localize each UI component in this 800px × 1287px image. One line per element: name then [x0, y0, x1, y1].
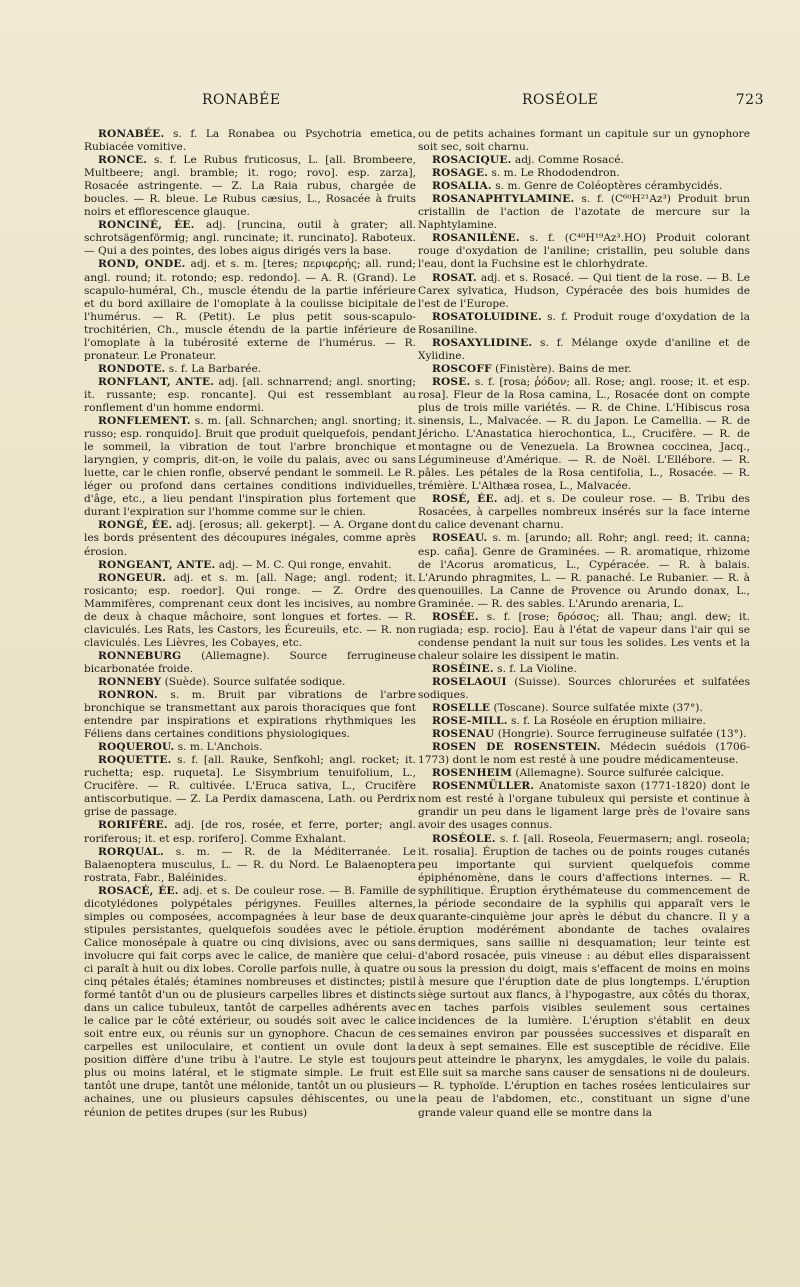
- dictionary-entry: [84, 754, 416, 819]
- entry-headword: ROSELLE: [432, 702, 491, 715]
- entry-text: Médecin suédois (1706-1773) dont le nom est resté à une poudre médicamenteuse.: [418, 741, 750, 767]
- entry-headword: RONNEBY: [98, 675, 162, 688]
- entry-text: adj. et s. m. [teres; περιφερής; all. rund; angl. round; it. rotondo; esp. redondo]. — A. R. (Grand). Le scapulo-huméral, Ch., muscle étendu de la partie inférieure et du bord axillaire de l'omoplate à la coulisse bicipitale de l'humérus. — R. (Petit). Le plus petit sous-scapulo-trochitérien, Ch., muscle étendu de la partie inférieure de l'omoplate à la tubérosité externe de l'humérus. — R. pronateur. Le Pronateur.: [84, 258, 416, 362]
- entry-headword: ROSENHEIM: [432, 767, 513, 780]
- header-right-word: ROSÉOLE: [522, 92, 599, 108]
- entry-text: s. m. — R. de la Méditerranée. Le Balaenoptera musculus, L. — R. du Nord. Le Balaenoptera rostrata, Fabr., Baléinides.: [84, 845, 416, 884]
- entry-headword: RONDOTE.: [98, 362, 166, 375]
- dictionary-entry: [418, 780, 750, 832]
- entry-headword: ROSEN DE ROSENSTEIN.: [432, 741, 601, 754]
- dictionary-entry: [418, 663, 750, 676]
- dictionary-entry: [84, 676, 416, 689]
- entry-headword: RONGÉ, ÉE.: [98, 519, 173, 532]
- page-number: 723: [735, 92, 764, 108]
- dictionary-entry: [418, 676, 750, 702]
- entry-headword: RONRON.: [98, 689, 158, 702]
- dictionary-entry: [84, 572, 416, 650]
- entry-headword: ROSÉOLE.: [432, 832, 496, 845]
- entry-headword: ROSENAU: [432, 728, 495, 741]
- entry-text: s. m. [all. Schnarchen; angl. snorting; it. russo; esp. ronquido]. Bruit que produit quelquefois, pendant le sommeil, la vibration de tout l'arbre bronchique et laryngien, y compris, dit-on, le voile du palais, avec ou sans luette, car le chien ronfle, observé pendant le sommeil. Le R. léger ou profond dans certaines conditions individuelles, d'âge, etc., a lieu pendant l'inspiration plus fortement que durant l'expiration sur l'homme comme sur le chien.: [84, 415, 417, 519]
- dictionary-entry: [418, 741, 750, 767]
- entry-headword: RONCE.: [98, 154, 148, 167]
- right-column: [418, 128, 750, 1120]
- dictionary-entry: [418, 180, 750, 193]
- entry-text: s. f. La Ronabea ou Psychotria emetica, Rubiacée vomitive.: [84, 128, 416, 154]
- dictionary-entry: [418, 611, 750, 663]
- entry-headword: RONNEBURG: [98, 649, 182, 662]
- entry-headword: ROSAXYLIDINE.: [432, 336, 533, 349]
- dictionary-entry: [418, 493, 750, 532]
- entry-headword: ROSÉ, ÉE.: [432, 493, 498, 506]
- entry-text: (Toscane). Source sulfatée mixte (37°).: [493, 702, 703, 715]
- entry-text: adj. [all. schnarrend; angl. snorting; it. russante; esp. roncante]. Qui est ressemblant au ronflement d'un homme endormi.: [84, 375, 416, 414]
- entry-text: adj. [runcina, outil à grater; all. schrotsägenförmig; angl. runcinate; it. runcinato]. Raboteux. — Qui a des pointes, des lobes aigus dirigés vers la base.: [84, 219, 416, 258]
- entry-headword: ROSENMÜLLER.: [432, 780, 535, 793]
- dictionary-entry: [418, 128, 750, 154]
- entry-headword: RONABÉE.: [98, 128, 165, 140]
- entry-headword: RONFLEMENT.: [98, 415, 191, 428]
- entry-text: adj. [erosus; all. gekerpt]. — A. Organe dont les bords présentent des découpures inégales, comme après érosion.: [84, 519, 416, 558]
- entry-text: (Suède). Source sulfatée sodique.: [164, 675, 346, 688]
- entry-headword: ROSEAU.: [432, 532, 488, 545]
- entry-headword: RONGEANT, ANTE.: [98, 558, 216, 571]
- dictionary-entry: [84, 885, 416, 1120]
- entry-headword: ROSACIQUE.: [432, 154, 512, 167]
- entry-headword: ROND, ONDE.: [98, 258, 186, 271]
- entry-text: adj. et s. m. [all. Nage; angl. rodent; it. rosicanto; esp. roedor]. Qui ronge. — Z. Ordre des Mammifères, comprenant ceux dont les incisives, au nombre de deux à chaque mâchoire, sont longues et fortes. — R. claviculés. Les Rats, les Castors, les Écureuils, etc. — R. non claviculés. Les Lièvres, les Cobayes, etc.: [84, 571, 417, 649]
- left-column: [84, 128, 416, 1120]
- dictionary-entry: [418, 767, 750, 780]
- dictionary-entry: [84, 741, 416, 754]
- entry-text: s. f. [rose; δρόσος; all. Thau; angl. dew; it. rugiada; esp. rocio]. Eau à l'état de vapeur dans l'air qui se condense pendant la nuit sur tous les solides. Les vents et la chaleur solaire les dissipent le matin.: [418, 610, 750, 662]
- entry-text: s. f. [all. Rauke, Senfkohl; angl. rocket; it. ruchetta; esp. ruqueta]. Le Sisymbrium tenuifolium, L., Crucifère. — R. cultivée. L'Eruca sativa, L., Crucifère antiscorbutique. — Z. La Perdix damascena, Lath. ou Perdrix grise de passage.: [84, 754, 416, 819]
- dictionary-entry: [418, 532, 750, 610]
- dictionary-entry: [418, 363, 750, 376]
- entry-text: adj. [de ros, rosée, et ferre, porter; angl. roriferous; it. et esp. rorifero]. Comme Exhalant.: [84, 819, 416, 845]
- entry-headword: ROSÉE.: [432, 610, 479, 623]
- entry-text: s. m. [arundo; all. Rohr; angl. reed; it. canna; esp. caña]. Genre de Graminées. — R. aromatique, rhizome de l'Acorus aromaticus, L., Cypéracée. — R. à balais. L'Arundo phragmites, L. — R. panaché. Le Rubanier. — R. à quenouilles. La Canne de Provence ou Arundo donax, L., Graminée. — R. des sables. L'Arundo arenaria, L.: [418, 532, 750, 610]
- entry-headword: ROSE.: [432, 375, 471, 388]
- dictionary-entry: [84, 258, 416, 362]
- dictionary-entry: [418, 702, 750, 715]
- dictionary-entry: [84, 376, 416, 415]
- dictionary-entry: [418, 167, 750, 180]
- dictionary-entry: [418, 337, 750, 363]
- entry-headword: RORIFÈRE.: [98, 819, 168, 832]
- entry-text: adj. et s. De couleur rose. — B. Famille de dicotylédones polypétales périgynes. Feuilles alternes, simples ou composées, accompagnées à leur base de deux stipules persistantes, quelquefois soudées avec le pétiole. Calice monosépale à quatre ou cinq divisions, avec ou sans involucre qui fait corps avec le calice, de manière que celui-ci paraît à huit ou dix lobes. Corolle parfois nulle, à quatre ou cinq pétales étalés; étamines nombreuses et distinctes; pistil formé tantôt d'un ou de plusieurs carpelles libres et distincts dans un calice tubuleux, tantôt de carpelles adhérents avec le calice par le côté extérieur, ou soudés soit avec le calice soit entre eux, ou réunis sur un gynophore. Chacun de ces carpelles est uniloculaire, et contient un ovule dont la position diffère d'une tribu à l'autre. Le style est toujours plus ou moins latéral, et le stigmate simple. Le fruit est tantôt une drupe, tantôt une mélonide, tantôt un ou plusieurs achaines, une ou plusieurs capsules déhiscentes, ou une réunion de petites drupes (sur les Rubus): [84, 884, 417, 1119]
- entry-text: adj. — M. C. Qui ronge, envahit.: [218, 558, 392, 571]
- entry-text: (Allemagne). Source sulfurée calcique.: [515, 767, 724, 780]
- dictionary-entry: [418, 715, 750, 728]
- entry-text: (Allemagne). Source ferrugineuse bicarbonatée froide.: [84, 649, 416, 675]
- dictionary-entry: [418, 376, 750, 493]
- dictionary-entry: [84, 219, 416, 258]
- entry-headword: ROSANILÈNE.: [432, 232, 520, 245]
- entry-text: Anatomiste saxon (1771-1820) dont le nom est resté à l'organe tubuleux qui persiste et continue à grandir un peu dans le ligament large près de l'ovaire sans avoir des usages connus.: [418, 780, 750, 832]
- entry-text: ou de petits achaines formant un capitule sur un gynophore soit sec, soit charnu.: [418, 128, 750, 154]
- entry-text: s. m. Le Rhododendron.: [491, 167, 620, 180]
- entry-headword: ROSCOFF: [432, 362, 492, 375]
- entry-text: s. f. La Barbarée.: [168, 362, 262, 375]
- entry-headword: ROQUETTE.: [98, 754, 172, 767]
- entry-headword: RONCINÉ, ÉE.: [98, 219, 195, 232]
- entry-text: s. m. Genre de Coléoptères cérambycidés.: [495, 180, 723, 193]
- entry-headword: ROSATOLUIDINE.: [432, 310, 542, 323]
- entry-text: adj. et s. De couleur rose. — B. Tribu des Rosacées, à carpelles nombreux insérés sur la face interne du calice devenant charnu.: [418, 493, 750, 532]
- entry-text: s. f. [rosa; ῥόδον; all. Rose; angl. roose; it. et esp. rosa]. Fleur de la Rosa camina, L., Rosacée dont on compte plus de trois mille variétés. — R. de Chine. L'Hibiscus rosa sinensis, L., Malvacée. — R. du Japon. Le Camellia. — R. de Jéricho. L'Anastatica hierochontica, L., Crucifère. — R. de montagne ou de Venezuela. La Brownea coccinea, Jacq., Légumineuse d'Amérique. — R. de Noël. L'Ellébore. — R. pâles. Les pétales de la Rosa centifolia, L., Rosacée. — R. trémière. L'Althæa rosea, L., Malvacée.: [418, 375, 750, 493]
- entry-text: (Suisse). Sources chlorurées et sulfatées sodiques.: [418, 675, 751, 702]
- dictionary-entry: [84, 689, 416, 741]
- entry-text: (Hongrie). Source ferrugineuse sulfatée (13°).: [497, 728, 747, 741]
- entry-headword: ROSAT.: [432, 271, 477, 284]
- entry-text: s. m. Bruit par vibrations de l'arbre bronchique se transmettant aux parois thoraciques que font entendre par inspirations et expirations rhythmiques les Féliens dans certaines conditions physiologiques.: [84, 689, 416, 741]
- dictionary-entry: [418, 232, 750, 271]
- entry-text: s. f. [all. Roseola, Feuermasern; angl. roseola; it. rosalia]. Éruption de taches ou de points rouges cutanés peu importante qui survient quelquefois comme épiphénomène, dans le cours d'affections internes. — R. syphilitique. Éruption érythémateuse du commencement de la période secondaire de la syphilis qui apparaît vers le quarante-cinquième jour après le début du chancre. Il y a éruption modérément abondante de taches ovalaires dermiques, sans saillie ni desquamation; leur teinte est d'abord rosacée, puis vineuse : au début elles disparaissent sous la pression du doigt, mais s'effacent de moins en moins à mesure que l'éruption date de plus longtemps. L'éruption siège surtout aux flancs, à l'hypogastre, aux côtés du thorax, en taches parfois visibles seulement sous certaines incidences de la lumière. L'éruption s'établit en deux semaines environ par poussées successives et disparaît en deux à sept semaines. Elle est susceptible de récidive. Elle peut atteindre le pharynx, les amygdales, le voile du palais. Elle suit sa marche sans causer de sensations ni de douleurs. — R. typhoïde. L'éruption en taches rosées lenticulaires sur la peau de l'abdomen, etc., constituant un signe d'une grande valeur quand elle se montre dans la: [418, 832, 750, 1119]
- header-left-word: RONABÉE: [202, 92, 281, 108]
- dictionary-entry: [84, 128, 416, 154]
- dictionary-entry: [418, 311, 750, 337]
- running-header: [84, 92, 764, 114]
- entry-text: s. f. La Roséole en éruption miliaire.: [511, 715, 706, 728]
- entry-text: s. f. (C⁶⁰H²¹Az³) Produit brun cristallin de l'action de l'azotate de mercure sur la Naphtylamine.: [418, 193, 750, 232]
- dictionary-entry: [84, 519, 416, 558]
- entry-text: s. f. Le Rubus fruticosus, L. [all. Brombeere, Multbeere; angl. bramble; it. rogo; rovo]. esp. zarza], Rosacée astringente. — Z. La Raia rubus, chargée de boucles. — R. bleue. Le Rubus cæsius, L., Rosacée à fruits noirs et efflorescence glauque.: [84, 154, 416, 219]
- entry-text: s. m. L'Anchois.: [177, 741, 263, 754]
- entry-text: s. f. (C⁴⁰H¹⁹Az³.HO) Produit colorant rouge d'oxydation de l'aniline; cristallin, peu soluble dans l'eau, dont la Fuchsine est le chlorhydrate.: [418, 232, 750, 271]
- entry-text: s. f. Produit rouge d'oxydation de la Rosaniline.: [418, 310, 750, 336]
- dictionary-entry: [418, 833, 750, 1120]
- entry-headword: ROSANAPHTYLAMINE.: [432, 193, 575, 206]
- entry-text: s. f. Mélange oxyde d'aniline et de Xylidine.: [418, 336, 750, 362]
- dictionary-entry: [418, 154, 750, 167]
- dictionary-entry: [84, 363, 416, 376]
- dictionary-entry: [418, 728, 750, 741]
- entry-headword: ROSELAOUI: [432, 675, 507, 688]
- entry-headword: RORQUAL.: [98, 845, 164, 858]
- entry-headword: ROSÉINE.: [432, 662, 494, 675]
- dictionary-entry: [84, 846, 416, 885]
- entry-text: s. f. La Violine.: [497, 662, 577, 675]
- dictionary-entry: [418, 193, 750, 232]
- entry-headword: ROSE-MILL.: [432, 715, 508, 728]
- entry-headword: ROSALIA.: [432, 180, 492, 193]
- entry-headword: ROSACÉ, ÉE.: [98, 884, 179, 897]
- dictionary-entry: [84, 650, 416, 676]
- dictionary-entry: [84, 559, 416, 572]
- dictionary-entry: [418, 272, 750, 311]
- dictionary-entry: [84, 154, 416, 219]
- entry-text: (Finistère). Bains de mer.: [495, 362, 632, 375]
- dictionary-entry: [84, 819, 416, 845]
- entry-text: adj. Comme Rosacé.: [514, 154, 624, 167]
- entry-headword: ROSAGE.: [432, 167, 489, 180]
- entry-headword: RONFLANT, ANTE.: [98, 375, 215, 388]
- entry-headword: ROQUEROU.: [98, 741, 175, 754]
- entry-headword: RONGEUR.: [98, 571, 167, 584]
- dictionary-entry: [84, 415, 416, 519]
- entry-text: adj. et s. Rosacé. — Qui tient de la rose. — B. Le Carex sylvatica, Hudson, Cypéracée des bois humides de l'est de l'Europe.: [418, 271, 750, 310]
